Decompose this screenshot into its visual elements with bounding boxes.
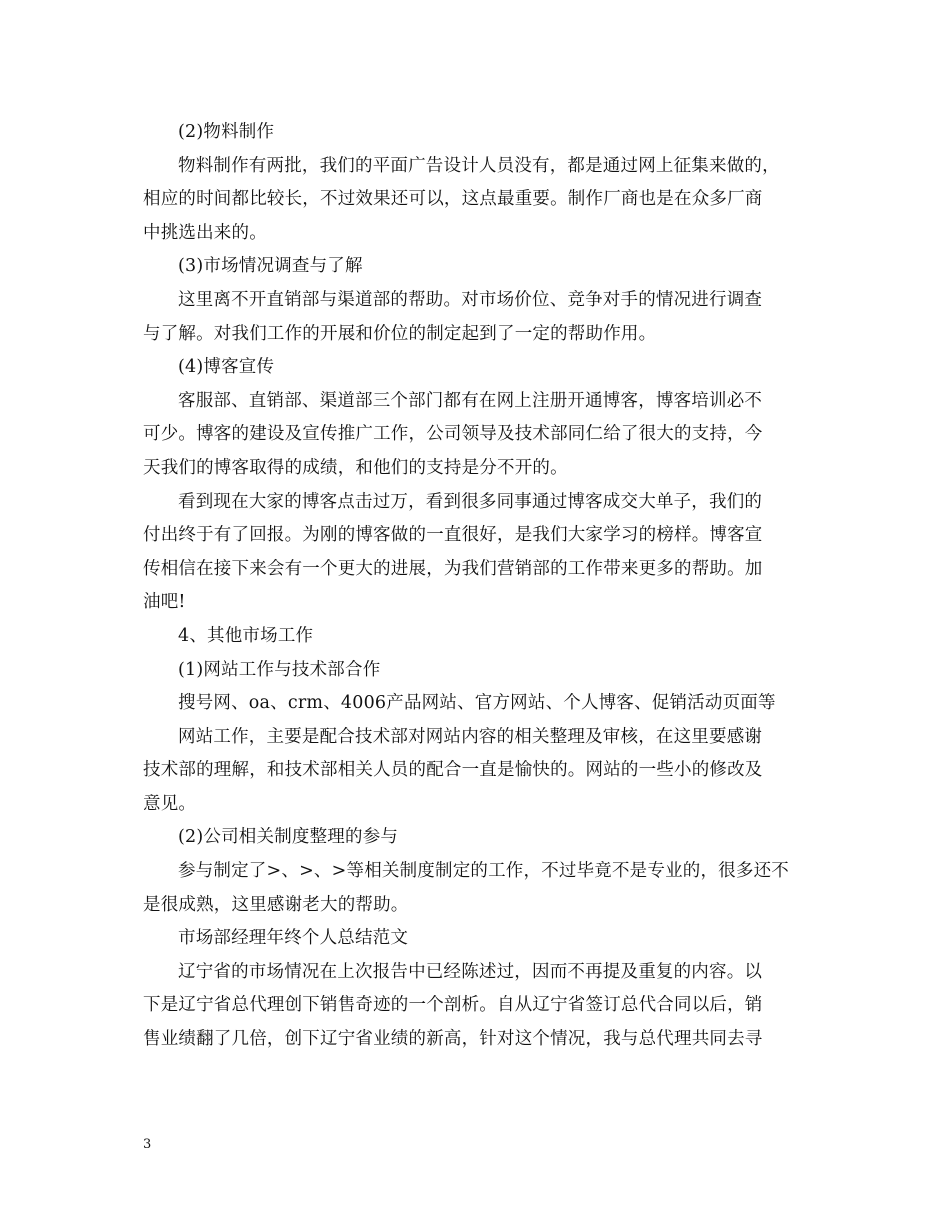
- text-line: 下是辽宁省总代理创下销售奇迹的一个剖析。自从辽宁省签订总代合同以后，销: [143, 995, 763, 1016]
- text-line: 与了解。对我们工作的开展和价位的制定起到了一定的帮助作用。: [143, 323, 657, 344]
- text-line: 4、其他市场工作: [178, 625, 314, 646]
- text-line: 这里离不开直销部与渠道部的帮助。对市场价位、竞争对手的情况进行调查: [178, 289, 763, 310]
- text-line: (2)公司相关制度整理的参与: [178, 827, 399, 848]
- page-number: 3: [143, 1137, 152, 1152]
- text-line: 参与制定了>、>、>等相关制度制定的工作，不过毕竟不是专业的，很多还不: [178, 861, 789, 882]
- text-line: 意见。: [143, 793, 197, 814]
- text-line: (2)物料制作: [178, 122, 275, 142]
- text-line: 售业绩翻了几倍，创下辽宁省业绩的新高，针对这个情况，我与总代理共同去寻: [143, 1029, 763, 1050]
- text-line: 付出终于有了回报。为刚的博客做的一直很好，是我们大家学习的榜样。博客宣: [143, 525, 763, 546]
- text-line: 技术部的理解，和技术部相关人员的配合一直是愉快的。网站的一些小的修改及: [143, 760, 763, 781]
- text-line: 油吧!: [143, 592, 186, 613]
- text-line: 辽宁省的市场情况在上次报告中已经陈述过，因而不再提及重复的内容。以: [178, 961, 763, 982]
- text-line: 天我们的博客取得的成绩，和他们的支持是分不开的。: [143, 457, 568, 478]
- text-line: 是很成熟，这里感谢老大的帮助。: [143, 894, 409, 915]
- text-line: (4)博客宣传: [178, 357, 275, 378]
- text-line: 传相信在接下来会有一个更大的进展，为我们营销部的工作带来更多的帮助。加: [143, 558, 763, 579]
- document-body: [143, 116, 813, 1057]
- text-line: (3)市场情况调查与了解: [178, 256, 363, 277]
- text-line: (1)网站工作与技术部合作: [178, 659, 381, 680]
- text-line: 市场部经理年终个人总结范文: [178, 928, 409, 949]
- text-line: 搜号网、oa、crm、4006产品网站、官方网站、个人博客、促销活动页面等: [178, 693, 776, 714]
- text-line: 相应的时间都比较长，不过效果还可以，这点最重要。制作厂商也是在众多厂商: [143, 189, 763, 210]
- text-line: 看到现在大家的博客点击过万，看到很多同事通过博客成交大单子，我们的: [178, 491, 763, 512]
- text-line: 可少。博客的建设及宣传推广工作，公司领导及技术部同仁给了很大的支持，今: [143, 424, 763, 445]
- text-line: 物料制作有两批，我们的平面广告设计人员没有，都是通过网上征集来做的，: [178, 155, 780, 176]
- text-line: 网站工作，主要是配合技术部对网站内容的相关整理及审核，在这里要感谢: [178, 726, 763, 747]
- text-line: 客服部、直销部、渠道部三个部门都有在网上注册开通博客，博客培训必不: [178, 390, 763, 411]
- text-line: 中挑选出来的。: [143, 222, 267, 243]
